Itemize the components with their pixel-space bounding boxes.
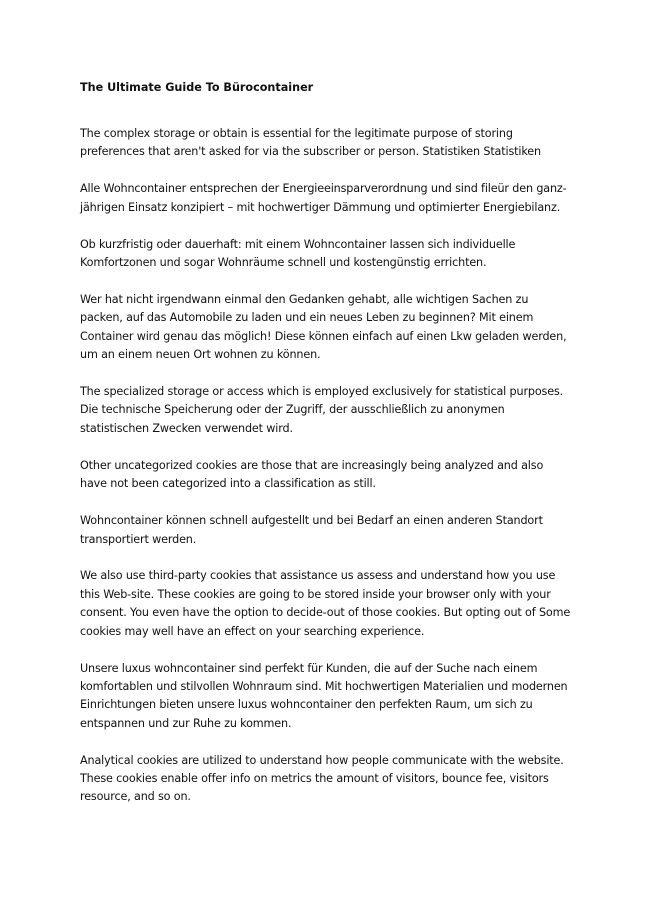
paragraph: The complex storage or obtain is essential for the legitimate purpose of storing preferences that aren't asked for via the subscriber or person. Statistiken Statistiken	[80, 127, 541, 159]
paragraph: Unsere luxus wohncontainer sind perfekt für Kunden, die auf der Suche nach einem komfortablen und stilvollen Wohnraum sind. Mit hochwertigen Materialien und modernen Einrichtungen bieten unsere luxus wohncontainer den perfekten Raum, um sich zu entspannen und zur Ruhe zu kommen.	[80, 661, 568, 730]
paragraph: The specialized storage or access which is employed exclusively for statistical purposes. Die technische Speicherung oder der Zugriff, der ausschließlich zu anonymen statistischen Zwecken verwendet wird.	[80, 385, 564, 435]
paragraph: Wer hat nicht irgendwann einmal den Gedanken gehabt, alle wichtigen Sachen zu packen, auf das Automobile zu laden und ein neues Leben zu beginnen? Mit einem Container wird genau das möglich! Diese können einfach auf einen Lkw geladen werden, um an einem neuen Ort wohnen zu können.	[80, 292, 567, 362]
paragraph: Wohncontainer können schnell aufgestellt und bei Bedarf an einen anderen Standort transportiert werden.	[80, 514, 543, 546]
document-title: The Ultimate Guide To Bürocontainer	[80, 81, 314, 94]
paragraph: We also use third-party cookies that assistance us assess and understand how you use this Web-site. These cookies are going to be stored inside your browser only with your consent. You even have the option to decide-out of those cookies. But opting out of Some cookies may well have an effect on your searching experience.	[80, 569, 571, 638]
paragraph: Alle Wohncontainer entsprechen der Energieeinsparverordnung und sind fileür den ganz-jährigen Einsatz konzipiert – mit hochwertiger Dämmung und optimierter Energiebilanz.	[80, 182, 567, 214]
paragraph: Analytical cookies are utilized to understand how people communicate with the website. These cookies enable offer info on metrics the amount of visitors, bounce fee, visitors resource, and so on.	[80, 753, 564, 804]
paragraph: Ob kurzfristig oder dauerhaft: mit einem Wohncontainer lassen sich individuelle Komfortzonen und sogar Wohnräume schnell und kostengünstig errichten.	[80, 237, 516, 270]
paragraph: Other uncategorized cookies are those that are increasingly being analyzed and also have not been categorized into a classification as still.	[80, 458, 544, 491]
document-body	[80, 79, 572, 825]
